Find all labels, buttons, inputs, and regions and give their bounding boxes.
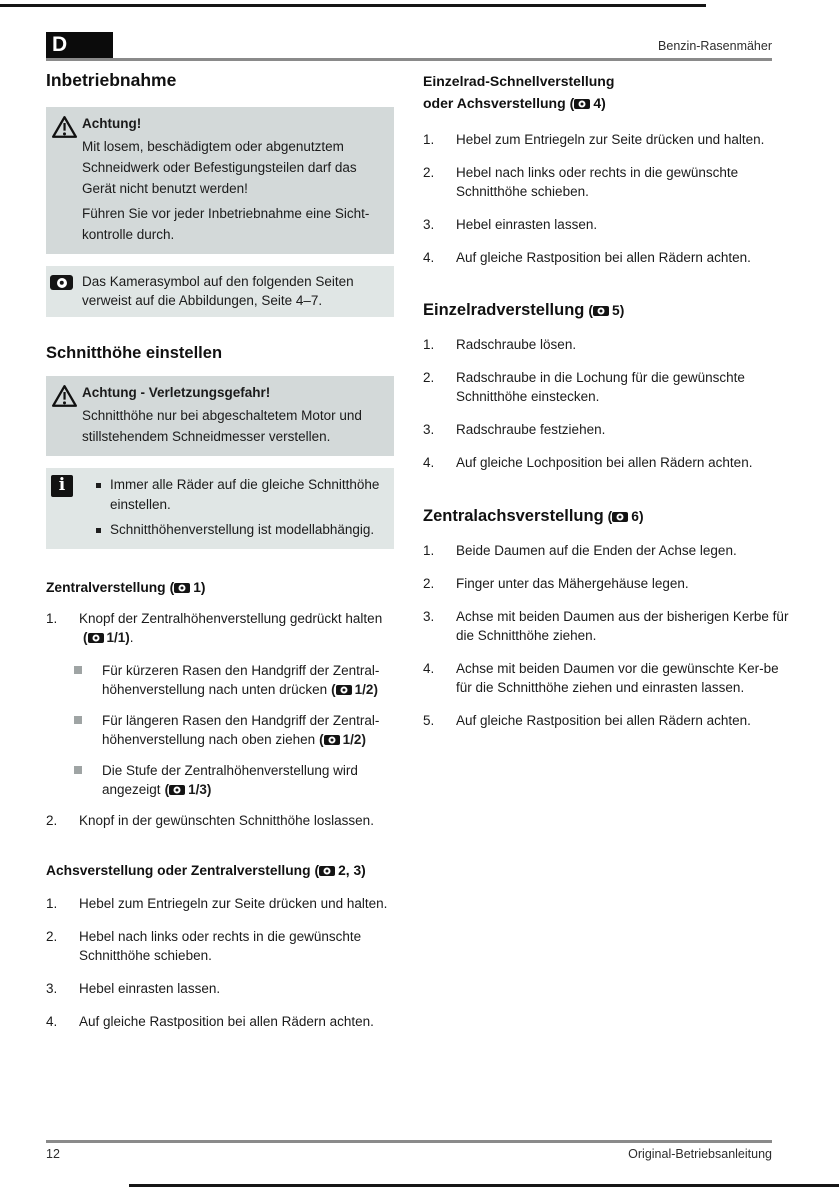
list-item [423,574,793,593]
language-badge-label: D [52,33,68,56]
paren-open: ( [164,782,170,797]
camera-ref [570,92,606,114]
paren-close: ) [125,630,130,645]
paren-close: ) [361,732,366,747]
figure-number: 6 [631,509,639,524]
footer-doc-label: Original-Betriebsanleitung [628,1147,772,1161]
list-item-text [79,609,408,647]
paren-close: ) [361,863,366,878]
list-item-text: Auf gleiche Rastposition bei allen Rädern achten. [79,1014,374,1029]
paren-open: ( [588,303,593,318]
list-number: 4. [423,250,435,265]
list-item-text: Auf gleiche Rastposition bei allen Rädern achten. [456,250,751,265]
paren-open: ( [607,509,613,524]
list-item [423,420,793,439]
square-bullet-icon [74,666,82,674]
info-note-box [46,468,394,549]
paren-close: ) [206,782,212,797]
list-item [423,607,793,645]
list-item-text: Hebel zum Entriegeln zur Seite drücken und halten. [79,896,388,911]
warning-triangle-icon [51,115,78,144]
paren-open: ( [319,732,324,747]
warning-text: Führen Sie vor jeder Inbetriebnahme eine Sicht-kontrolle durch. [82,206,370,242]
figure-number: 5 [612,303,620,318]
paren-close: ) [638,509,644,524]
list-number: 4. [423,661,435,676]
list-item-text: Auf gleiche Lochposition bei allen Rädern achten. [456,455,753,470]
list-number: 1. [423,543,435,558]
figure-number: 1 [193,580,201,595]
list-item [423,711,793,730]
figure-number: 2, 3 [338,863,362,878]
camera-note-box [46,266,394,317]
list-number: 3. [423,217,435,232]
list-number: 3. [423,609,435,624]
sub-bullet-text [102,661,408,699]
list-item-text: Knopf in der gewünschten Schnitthöhe loslassen. [79,813,374,828]
figure-number: 1/2 [342,732,362,747]
camera-ref [170,579,206,597]
list-item-text: Radschraube in die Lochung für die gewünschte Schnitthöhe einstecken. [456,370,745,404]
subsection-title-text: oder Achsverstellung [423,95,566,111]
sub-bullet [74,711,408,749]
paren-open: ( [314,863,320,878]
footer-page-number: 12 [46,1147,60,1161]
list-number: 1. [423,337,435,352]
warning-title: Achtung! [82,116,142,131]
camera-ref [588,301,624,321]
sub-bullet-text-main: Für längeren Rasen den Handgriff der Zentral-höhenverstellung nach oben ziehen [102,713,380,747]
section-title-schnitthoehe: Schnitthöhe einstellen [46,344,223,362]
camera-icon [336,685,352,695]
list-item [46,927,408,965]
list-item-text-main: Knopf der Zentralhöhenverstellung gedrückt halten [79,611,383,626]
warning-triangle-icon [51,384,78,413]
subsection-title-achsverstellung [46,862,408,880]
figure-number: 1/3 [188,782,207,797]
sub-bullet-text [102,761,408,799]
camera-ref [319,730,366,749]
section-title-einzelradverstellung [423,300,793,321]
list-item-text: Achse mit beiden Daumen vor die gewünschte Ker-be für die Schnitthöhe ziehen und einrasten lassen. [456,661,779,695]
list-number: 2. [423,165,435,180]
square-bullet-icon [74,716,82,724]
bullet-square-icon [96,528,101,533]
paren-close: ) [373,682,378,697]
section-title-text: Einzelradverstellung [423,301,585,319]
warning-text: Mit losem, beschädigtem oder abgenutztem Schneidwerk oder Befestigungsteilen darf das Gerät nicht benutzt werden! [82,139,357,196]
list-number: 4. [423,455,435,470]
left-column [46,70,408,1045]
list-item [423,130,793,149]
warning-box-2 [46,376,394,456]
sub-bullet [74,661,408,699]
list-number: 1. [46,611,58,626]
sub-bullet-text [102,711,408,749]
page-title: Inbetriebnahme [46,70,177,90]
sub-bullet-text-main: Die Stufe der Zentralhöhenverstellung wird angezeigt [102,763,358,797]
camera-ref [331,680,378,699]
list-item [46,894,408,913]
subsection-title-text: Zentralverstellung [46,580,166,595]
paren-open: ( [331,682,336,697]
header-rule [46,58,772,61]
camera-icon [612,512,628,522]
list-number: 4. [46,1014,58,1029]
warning-title: Achtung - Verletzungsgefahr! [82,385,271,400]
scan-artifact-top-line [0,4,706,7]
right-column [423,70,793,744]
camera-ref [83,628,130,647]
list-item-text: Hebel zum Entriegeln zur Seite drücken und halten. [456,132,765,147]
list-item [423,248,793,267]
list-number: 3. [423,422,435,437]
list-item [423,453,793,472]
info-bullet-text: Schnitthöhenverstellung ist modellabhängig. [110,522,375,537]
list-item-text: Hebel nach links oder rechts in die gewünschte Schnitthöhe schieben. [456,165,739,199]
camera-ref [165,780,212,799]
list-number: 1. [46,896,58,911]
list-item [46,1012,408,1031]
info-icon: i [51,475,73,497]
figure-number: 1/2 [354,682,374,697]
section-title-zentralachsverstellung [423,506,793,527]
list-item-text: Beide Daumen auf die Enden der Achse legen. [456,543,737,558]
list-item [423,368,793,406]
section-title-text: Zentralachsverstellung [423,507,604,525]
subsection-title-text: Achsverstellung oder Zentralverstellung [46,863,311,878]
paren-open: ( [569,95,575,111]
camera-icon [174,583,190,593]
paren-open: ( [83,630,88,645]
camera-icon [324,735,340,745]
warning-text: Schnitthöhe nur bei abgeschaltetem Motor und stillstehendem Schneidmesser verstellen. [82,408,362,444]
list-number: 2. [46,929,58,944]
list-item-text: Radschraube festziehen. [456,422,606,437]
info-bullet [82,520,380,540]
list-item [423,541,793,560]
list-item [46,609,408,647]
list-number: 2. [423,576,435,591]
camera-icon [593,306,609,316]
list-item-text: Radschraube lösen. [456,337,577,352]
language-badge [46,32,113,59]
square-bullet-icon [74,766,82,774]
camera-icon [574,99,590,109]
list-item [423,163,793,201]
sub-bullet [74,761,408,799]
paren-close: ) [619,303,625,318]
info-bullet-text: Immer alle Räder auf die gleiche Schnitthöhe einstellen. [110,477,380,512]
list-number: 2. [46,813,58,828]
camera-ref [608,507,644,527]
camera-icon [88,633,104,643]
sub-bullet-text-main: Für kürzeren Rasen den Handgriff der Zentral-höhenverstellung nach unten drücken [102,663,380,697]
subsection-title-line1: Einzelrad-Schnellverstellung [423,73,615,89]
figure-number: 4 [593,95,602,111]
subsection-title-line2 [423,92,793,114]
camera-icon [319,866,335,876]
list-item-text: Auf gleiche Rastposition bei allen Rädern achten. [456,713,751,728]
footer-rule [46,1140,772,1143]
info-bullet [82,475,380,515]
paren-open: ( [169,580,175,595]
camera-ref [315,862,366,880]
camera-icon [50,275,76,293]
list-item [46,979,408,998]
list-item-text: Achse mit beiden Daumen aus der bisherigen Kerbe für die Schnitthöhe ziehen. [456,609,789,643]
warning-box-1 [46,107,394,254]
paren-close: ) [200,580,206,595]
list-item-text: Finger unter das Mähergehäuse legen. [456,576,689,591]
camera-icon [169,785,185,795]
list-item [46,811,408,830]
figure-number: 1/1 [106,630,126,645]
list-number: 1. [423,132,435,147]
scan-artifact-bottom-line [129,1184,839,1187]
list-item-text: Hebel einrasten lassen. [456,217,598,232]
list-item-text: Hebel einrasten lassen. [79,981,221,996]
list-number: 2. [423,370,435,385]
subsection-title-einzelrad-schnell [423,70,793,114]
list-item [423,215,793,234]
list-item [423,335,793,354]
bullet-square-icon [96,483,101,488]
subsection-title-zentralverstellung [46,579,408,597]
camera-note-text: Das Kamerasymbol auf den folgenden Seiten verweist auf die Abbildungen, Seite 4–7. [82,274,354,308]
list-number: 5. [423,713,435,728]
paren-close: ) [601,95,606,111]
list-item-text: Hebel nach links oder rechts in die gewünschte Schnitthöhe schieben. [79,929,362,963]
list-item-text-post: . [129,630,134,645]
header-product-title: Benzin-Rasenmäher [658,39,772,53]
list-number: 3. [46,981,58,996]
list-item [423,659,793,697]
